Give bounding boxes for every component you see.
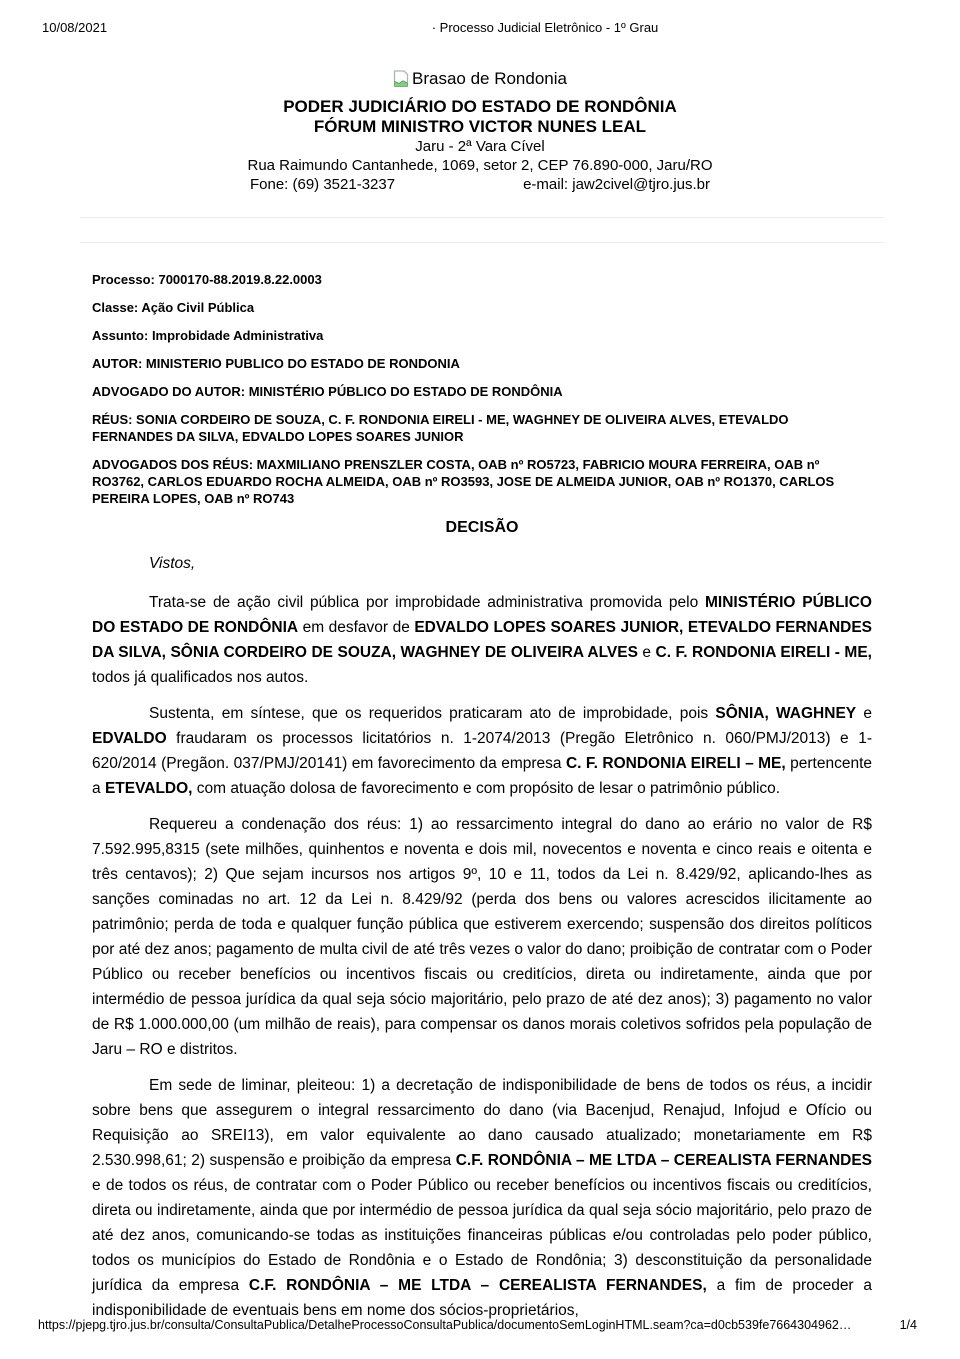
decision-paragraphs [92, 590, 872, 1323]
case-info-line: RÉUS: SONIA CORDEIRO DE SOUZA, C. F. RONDONIA EIRELI - ME, WAGHNEY DE OLIVEIRA ALVES, ETEVALDO FERNANDES DA SILVA, EDVALDO LOPES SOARES JUNIOR [92, 412, 789, 445]
case-info-line: Processo: 7000170-88.2019.8.22.0003 [92, 272, 322, 288]
party-name-bold: EDVALDO [92, 730, 167, 748]
paragraph-text: e [637, 644, 656, 662]
forum-name: FÓRUM MINISTRO VICTOR NUNES LEAL [313, 117, 647, 137]
print-footer [38, 1318, 917, 1332]
party-name-bold: C.F. RONDÔNIA – ME LTDA – CEREALISTA FERNANDES, [248, 1277, 707, 1295]
vara-name: Jaru - 2ª Vara Cível [415, 138, 545, 156]
party-name-bold: C. F. RONDONIA EIRELI - ME, [655, 644, 872, 662]
decision-paragraph [92, 701, 872, 801]
paragraph-text: Trata-se de ação civil pública por improbidade administrativa promovida pelo [149, 594, 706, 612]
case-info-line: ADVOGADOS DOS RÉUS: MAXMILIANO PRENSZLER COSTA, OAB nº RO5723, FABRICIO MOURA FERREIRA, OAB nº RO3762, CARLOS EDUARDO ROCHA ALMEIDA, OAB nº RO3593, JOSE DE ALMEIDA JUNIOR, OAB nº RO1370, CARLOS PEREIRA LOPES, OAB nº RO743 [92, 457, 835, 507]
court-name: PODER JUDICIÁRIO DO ESTADO DE RONDÔNIA [283, 97, 677, 117]
court-contact-row [0, 175, 960, 194]
decision-heading: DECISÃO [445, 519, 519, 537]
divider [80, 242, 884, 243]
case-info-list [92, 271, 872, 507]
court-email: e-mail: jaw2civel@tjro.jus.br [523, 176, 711, 194]
document-body [92, 271, 872, 1323]
party-name-bold: C.F. RONDÔNIA – ME LTDA – CEREALISTA FERNANDES [455, 1152, 873, 1170]
decision-paragraph [92, 812, 872, 1062]
paragraph-text: Em sede de liminar, pleiteou: 1) a decretação de indisponibilidade de bens de todos os réus, a incidir sobre bens que assegurem o integral ressarcimento do dano (via Bacenjud, Renajud, Infojud e Ofício ou Requisição ao SREI13), em valor equivalente ao dano causado atualizado; monetariamente em R$ 2.530.998,61; 2) suspensão e proibição da empresa [92, 1077, 872, 1170]
party-name-bold: ETEVALDO, [104, 780, 193, 798]
paragraph-text: pertencente a [92, 755, 872, 798]
paragraph-text: Sustenta, em síntese, que os requeridos praticaram ato de improbidade, pois [149, 705, 716, 723]
paragraph-text: e [856, 705, 872, 723]
decision-paragraph [92, 590, 872, 690]
broken-image-placeholder [393, 68, 567, 89]
decision-paragraph [92, 1073, 872, 1323]
paragraph-text: todos já qualificados nos autos. [92, 669, 309, 687]
party-name-bold: EDVALDO LOPES SOARES JUNIOR, ETEVALDO FERNANDES DA SILVA, SÔNIA CORDEIRO DE SOUZA, WAGHNEY DE OLIVEIRA ALVES [92, 619, 873, 662]
party-name-bold: C. F. RONDONIA EIRELI – ME, [565, 755, 786, 773]
footer-url: https://pjepg.tjro.jus.br/consulta/ConsultaPublica/DetalheProcessoConsultaPublica/documentoSemLoginHTML.seam?ca=d0cb539fe7664304962… [38, 1318, 852, 1332]
case-info-line: AUTOR: MINISTERIO PUBLICO DO ESTADO DE RONDONIA [92, 356, 460, 372]
paragraph-text: em desfavor de [298, 619, 415, 637]
decision-salutation: Vistos, [149, 555, 196, 573]
footer-page-number: 1/4 [899, 1318, 917, 1332]
paragraph-text: a fim de proceder a indisponibilidade de eventuais bens em nome dos sócios-proprietários, [92, 1277, 872, 1320]
case-info-line: Assunto: Improbidade Administrativa [92, 328, 324, 344]
court-phone: Fone: (69) 3521-3237 [249, 176, 396, 194]
divider [80, 217, 884, 218]
broken-image-alt-text: Brasao de Rondonia [411, 69, 567, 88]
paragraph-text: e de todos os réus, de contratar com o Poder Público ou receber benefícios ou incentivos fiscais ou creditícios, direta ou indiretamente, ainda que por intermédio de pessoa jurídica da qual seja sócio majoritário, pelo prazo de até dez anos, comunicando-se todas as instituições financeiras públicas e/ou controladas pelo poder público, todos os municípios do Estado de Rondônia e o Estado de Rondônia; 3) desconstituição da personalidade jurídica da empresa [92, 1177, 872, 1295]
print-date: 10/08/2021 [42, 20, 108, 35]
broken-image-icon [393, 70, 409, 88]
party-name-bold: MINISTÉRIO PÚBLICO DO ESTADO DE RONDÔNIA [92, 594, 872, 637]
print-title: · Processo Judicial Eletrônico - 1º Grau [431, 20, 659, 35]
party-name-bold: SÔNIA, WAGHNEY [715, 705, 857, 723]
paragraph-text: Requereu a condenação dos réus: 1) ao ressarcimento integral do dano ao erário no valor de R$ 7.592.995,8315 (sete milhões, quinhentos e noventa e dois mil, novecentos e noventa e cinco reais e oitenta e três centavos); 2) Que sejam incursos nos artigos 9º, 10 e 11, todos da Lei n. 8.429/92, aplicando-lhes as sanções cominadas no art. 12 da Lei n. 8.429/92 (perda dos bens ou valores acrescidos ilicitamente ao patrimônio; perda de toda e qualquer função pública que estiverem exercendo; suspensão dos direitos políticos por até dez anos; pagamento de multa civil de até três vezes o valor do dano; proibição de contratar com o Poder Público ou receber benefícios ou incentivos fiscais ou creditícios, direta ou indiretamente, ainda que por intermédio de pessoa jurídica da qual seja sócio majoritário, pelo prazo de até dez anos); 3) pagamento no valor de R$ 1.000.000,00 (um milhão de reais), para compensar os danos morais coletivos sofridos pela população de Jaru – RO e distritos. [92, 816, 872, 1059]
paragraph-text: com atuação dolosa de favorecimento e com propósito de lesar o patrimônio público. [192, 780, 781, 798]
case-info-line: ADVOGADO DO AUTOR: MINISTÉRIO PÚBLICO DO ESTADO DE RONDÔNIA [92, 384, 563, 400]
paragraph-text: fraudaram os processos licitatórios n. 1-2074/2013 (Pregão Eletrônico n. 060/PMJ/2013) e 1-620/2014 (Pregãon. 037/PMJ/20141) em favorecimento da empresa [92, 730, 872, 773]
court-address: Rua Raimundo Cantanhede, 1069, setor 2, CEP 76.890-000, Jaru/RO [247, 157, 713, 175]
case-info-line: Classe: Ação Civil Pública [92, 300, 255, 316]
print-header [0, 20, 960, 38]
